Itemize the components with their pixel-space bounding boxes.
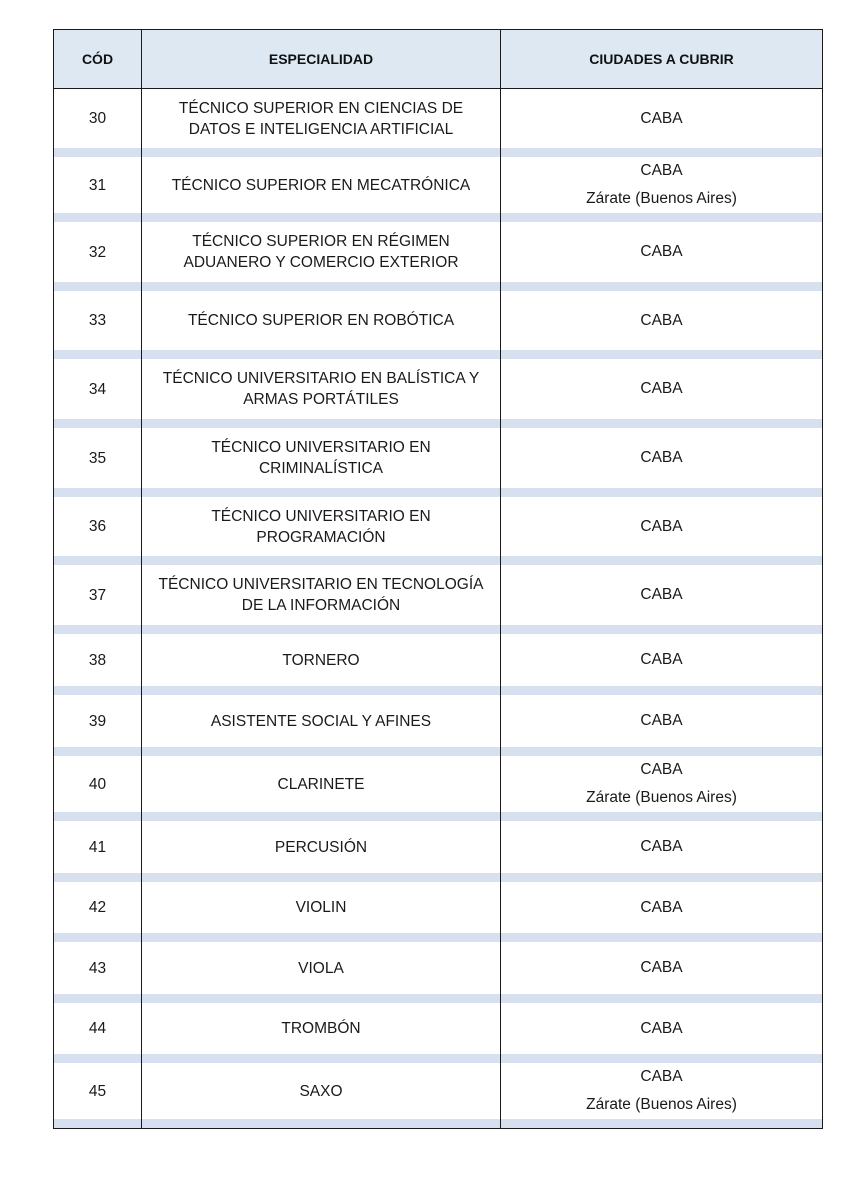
band-cell	[501, 686, 822, 695]
ciudad-item: CABA	[640, 1068, 683, 1085]
ciudad-item: Zárate (Buenos Aires)	[586, 190, 737, 207]
cell-especialidad	[142, 497, 501, 556]
cell-cod: 30	[54, 89, 142, 148]
cell-especialidad	[142, 695, 501, 747]
band-cell	[501, 282, 822, 291]
especialidad-line: DATOS E INTELIGENCIA ARTIFICIAL	[188, 120, 454, 138]
row-separator-band	[54, 556, 822, 565]
cell-ciudades	[501, 359, 822, 419]
ciudad-item: CABA	[640, 162, 683, 179]
cell-cod: 33	[54, 291, 142, 350]
band-cell	[54, 747, 142, 756]
table-row	[54, 291, 822, 350]
band-cell	[501, 1054, 822, 1063]
cell-especialidad	[142, 89, 501, 148]
table-row	[54, 634, 822, 686]
ciudad-item: CABA	[640, 712, 683, 729]
band-cell	[501, 812, 822, 821]
table-row	[54, 695, 822, 747]
band-cell	[54, 488, 142, 497]
cell-cod: 45	[54, 1063, 142, 1119]
band-cell	[54, 419, 142, 428]
row-separator-band	[54, 148, 822, 157]
band-cell	[142, 1119, 501, 1128]
row-separator-band	[54, 488, 822, 497]
especialidad-line: ADUANERO Y COMERCIO EXTERIOR	[183, 254, 459, 271]
table-row	[54, 882, 822, 933]
band-cell	[54, 213, 142, 222]
cell-cod: 34	[54, 359, 142, 419]
band-cell	[142, 686, 501, 695]
cell-especialidad	[142, 1003, 501, 1054]
cell-ciudades	[501, 291, 822, 350]
band-cell	[501, 625, 822, 634]
band-cell	[501, 747, 822, 756]
cell-cod: 37	[54, 565, 142, 625]
cell-cod: 41	[54, 821, 142, 873]
row-separator-band	[54, 994, 822, 1003]
row-separator-band	[54, 1054, 822, 1063]
especialidades-table	[53, 29, 823, 1129]
band-cell	[54, 1054, 142, 1063]
cell-especialidad	[142, 882, 501, 933]
cell-ciudades	[501, 882, 822, 933]
band-cell	[142, 1054, 501, 1063]
cell-cod: 32	[54, 222, 142, 282]
cell-especialidad	[142, 157, 501, 213]
cell-especialidad	[142, 428, 501, 488]
cell-ciudades	[501, 1063, 822, 1119]
cell-cod: 31	[54, 157, 142, 213]
especialidad-line: CLARINETE	[277, 775, 365, 793]
band-cell	[142, 213, 501, 222]
row-separator-band	[54, 282, 822, 291]
table-row	[54, 428, 822, 488]
especialidad-line: TÉCNICO SUPERIOR EN CIENCIAS DE	[178, 99, 464, 117]
band-cell	[501, 994, 822, 1003]
cell-especialidad	[142, 291, 501, 350]
especialidad-line: TÉCNICO UNIVERSITARIO EN	[211, 439, 431, 456]
cell-ciudades	[501, 942, 822, 994]
band-cell	[54, 282, 142, 291]
band-cell	[501, 488, 822, 497]
header-ciudades: CIUDADES A CUBRIR	[589, 50, 734, 67]
cell-cod: 35	[54, 428, 142, 488]
especialidad-line: TÉCNICO SUPERIOR EN RÉGIMEN	[192, 233, 450, 250]
especialidad-line: DE LA INFORMACIÓN	[241, 597, 401, 614]
row-separator-band	[54, 686, 822, 695]
band-cell	[501, 873, 822, 882]
band-cell	[501, 419, 822, 428]
ciudad-item: CABA	[640, 651, 683, 668]
ciudad-item: Zárate (Buenos Aires)	[586, 789, 737, 806]
cell-especialidad	[142, 222, 501, 282]
ciudad-item: CABA	[640, 517, 683, 535]
especialidad-line: TROMBÓN	[281, 1020, 361, 1037]
especialidad-line: TORNERO	[282, 651, 360, 669]
especialidad-line: TÉCNICO UNIVERSITARIO EN TECNOLOGÍA	[158, 576, 484, 593]
cell-ciudades	[501, 565, 822, 625]
band-cell	[54, 1119, 142, 1128]
cell-especialidad	[142, 565, 501, 625]
cell-ciudades	[501, 821, 822, 873]
ciudad-item: CABA	[640, 449, 683, 466]
table-row	[54, 157, 822, 213]
header-especialidad: ESPECIALIDAD	[142, 30, 501, 88]
cell-ciudades	[501, 222, 822, 282]
cell-especialidad	[142, 756, 501, 812]
band-cell	[142, 994, 501, 1003]
cell-ciudades	[501, 157, 822, 213]
cell-cod: 39	[54, 695, 142, 747]
band-cell	[142, 350, 501, 359]
band-cell	[54, 350, 142, 359]
table-row	[54, 89, 822, 148]
cell-ciudades	[501, 695, 822, 747]
especialidad-line: SAXO	[299, 1082, 343, 1100]
band-cell	[501, 556, 822, 565]
band-cell	[54, 933, 142, 942]
cell-cod: 42	[54, 882, 142, 933]
band-cell	[501, 213, 822, 222]
table-row	[54, 565, 822, 625]
band-cell	[54, 873, 142, 882]
ciudad-item: CABA	[640, 898, 683, 916]
header-cod: CÓD	[54, 30, 142, 88]
ciudad-item: CABA	[640, 838, 683, 855]
cell-especialidad	[142, 1063, 501, 1119]
especialidad-line: TÉCNICO UNIVERSITARIO EN	[211, 507, 431, 525]
band-cell	[142, 556, 501, 565]
cell-ciudades	[501, 756, 822, 812]
cell-ciudades	[501, 428, 822, 488]
band-cell	[142, 625, 501, 634]
especialidad-line: ARMAS PORTÁTILES	[243, 391, 399, 408]
band-cell	[142, 488, 501, 497]
especialidad-line: CRIMINALÍSTICA	[258, 460, 383, 477]
table-row	[54, 821, 822, 873]
band-cell	[54, 686, 142, 695]
row-separator-band	[54, 747, 822, 756]
especialidad-line: PROGRAMACIÓN	[256, 528, 386, 546]
cell-cod: 36	[54, 497, 142, 556]
especialidad-line: ASISTENTE SOCIAL Y AFINES	[210, 712, 432, 730]
cell-especialidad	[142, 942, 501, 994]
row-separator-band	[54, 350, 822, 359]
cell-especialidad	[142, 359, 501, 419]
band-cell	[142, 282, 501, 291]
ciudad-item: CABA	[640, 311, 683, 329]
row-separator-band	[54, 213, 822, 222]
band-cell	[501, 1119, 822, 1128]
band-cell	[54, 148, 142, 157]
table-row	[54, 1063, 822, 1119]
ciudad-item: CABA	[640, 761, 683, 778]
table-header-row	[54, 30, 822, 89]
band-cell	[54, 994, 142, 1003]
cell-cod: 44	[54, 1003, 142, 1054]
ciudad-item: CABA	[640, 380, 683, 397]
band-cell	[501, 350, 822, 359]
especialidad-line: PERCUSIÓN	[274, 838, 368, 856]
ciudad-item: CABA	[640, 959, 683, 976]
band-cell	[501, 148, 822, 157]
band-cell	[142, 873, 501, 882]
cell-cod: 43	[54, 942, 142, 994]
table-row	[54, 756, 822, 812]
cell-ciudades	[501, 497, 822, 556]
cell-ciudades	[501, 89, 822, 148]
cell-especialidad	[142, 821, 501, 873]
especialidad-line: VIOLA	[298, 959, 344, 977]
row-separator-band	[54, 933, 822, 942]
cell-ciudades	[501, 634, 822, 686]
especialidad-line: TÉCNICO SUPERIOR EN ROBÓTICA	[187, 312, 455, 329]
table-row	[54, 497, 822, 556]
cell-ciudades	[501, 1003, 822, 1054]
ciudad-item: CABA	[640, 243, 683, 260]
table-row	[54, 222, 822, 282]
row-separator-band	[54, 625, 822, 634]
cell-cod: 40	[54, 756, 142, 812]
table-row	[54, 1003, 822, 1054]
band-cell	[54, 625, 142, 634]
ciudad-item: CABA	[640, 109, 683, 127]
cell-especialidad	[142, 634, 501, 686]
table-body	[54, 89, 822, 1128]
band-cell	[142, 812, 501, 821]
ciudad-item: Zárate (Buenos Aires)	[586, 1096, 737, 1113]
cell-cod: 38	[54, 634, 142, 686]
table-row	[54, 359, 822, 419]
band-cell	[54, 812, 142, 821]
row-separator-band	[54, 873, 822, 882]
row-separator-band	[54, 1119, 822, 1128]
band-cell	[142, 747, 501, 756]
especialidad-line: TÉCNICO SUPERIOR EN MECATRÓNICA	[171, 176, 471, 194]
band-cell	[54, 556, 142, 565]
ciudad-item: CABA	[640, 586, 683, 603]
table-row	[54, 942, 822, 994]
especialidad-line: VIOLIN	[295, 899, 347, 916]
ciudad-item: CABA	[640, 1019, 683, 1037]
row-separator-band	[54, 812, 822, 821]
especialidad-line: TÉCNICO UNIVERSITARIO EN BALÍSTICA Y	[162, 370, 480, 387]
row-separator-band	[54, 419, 822, 428]
band-cell	[142, 419, 501, 428]
band-cell	[142, 148, 501, 157]
band-cell	[142, 933, 501, 942]
band-cell	[501, 933, 822, 942]
